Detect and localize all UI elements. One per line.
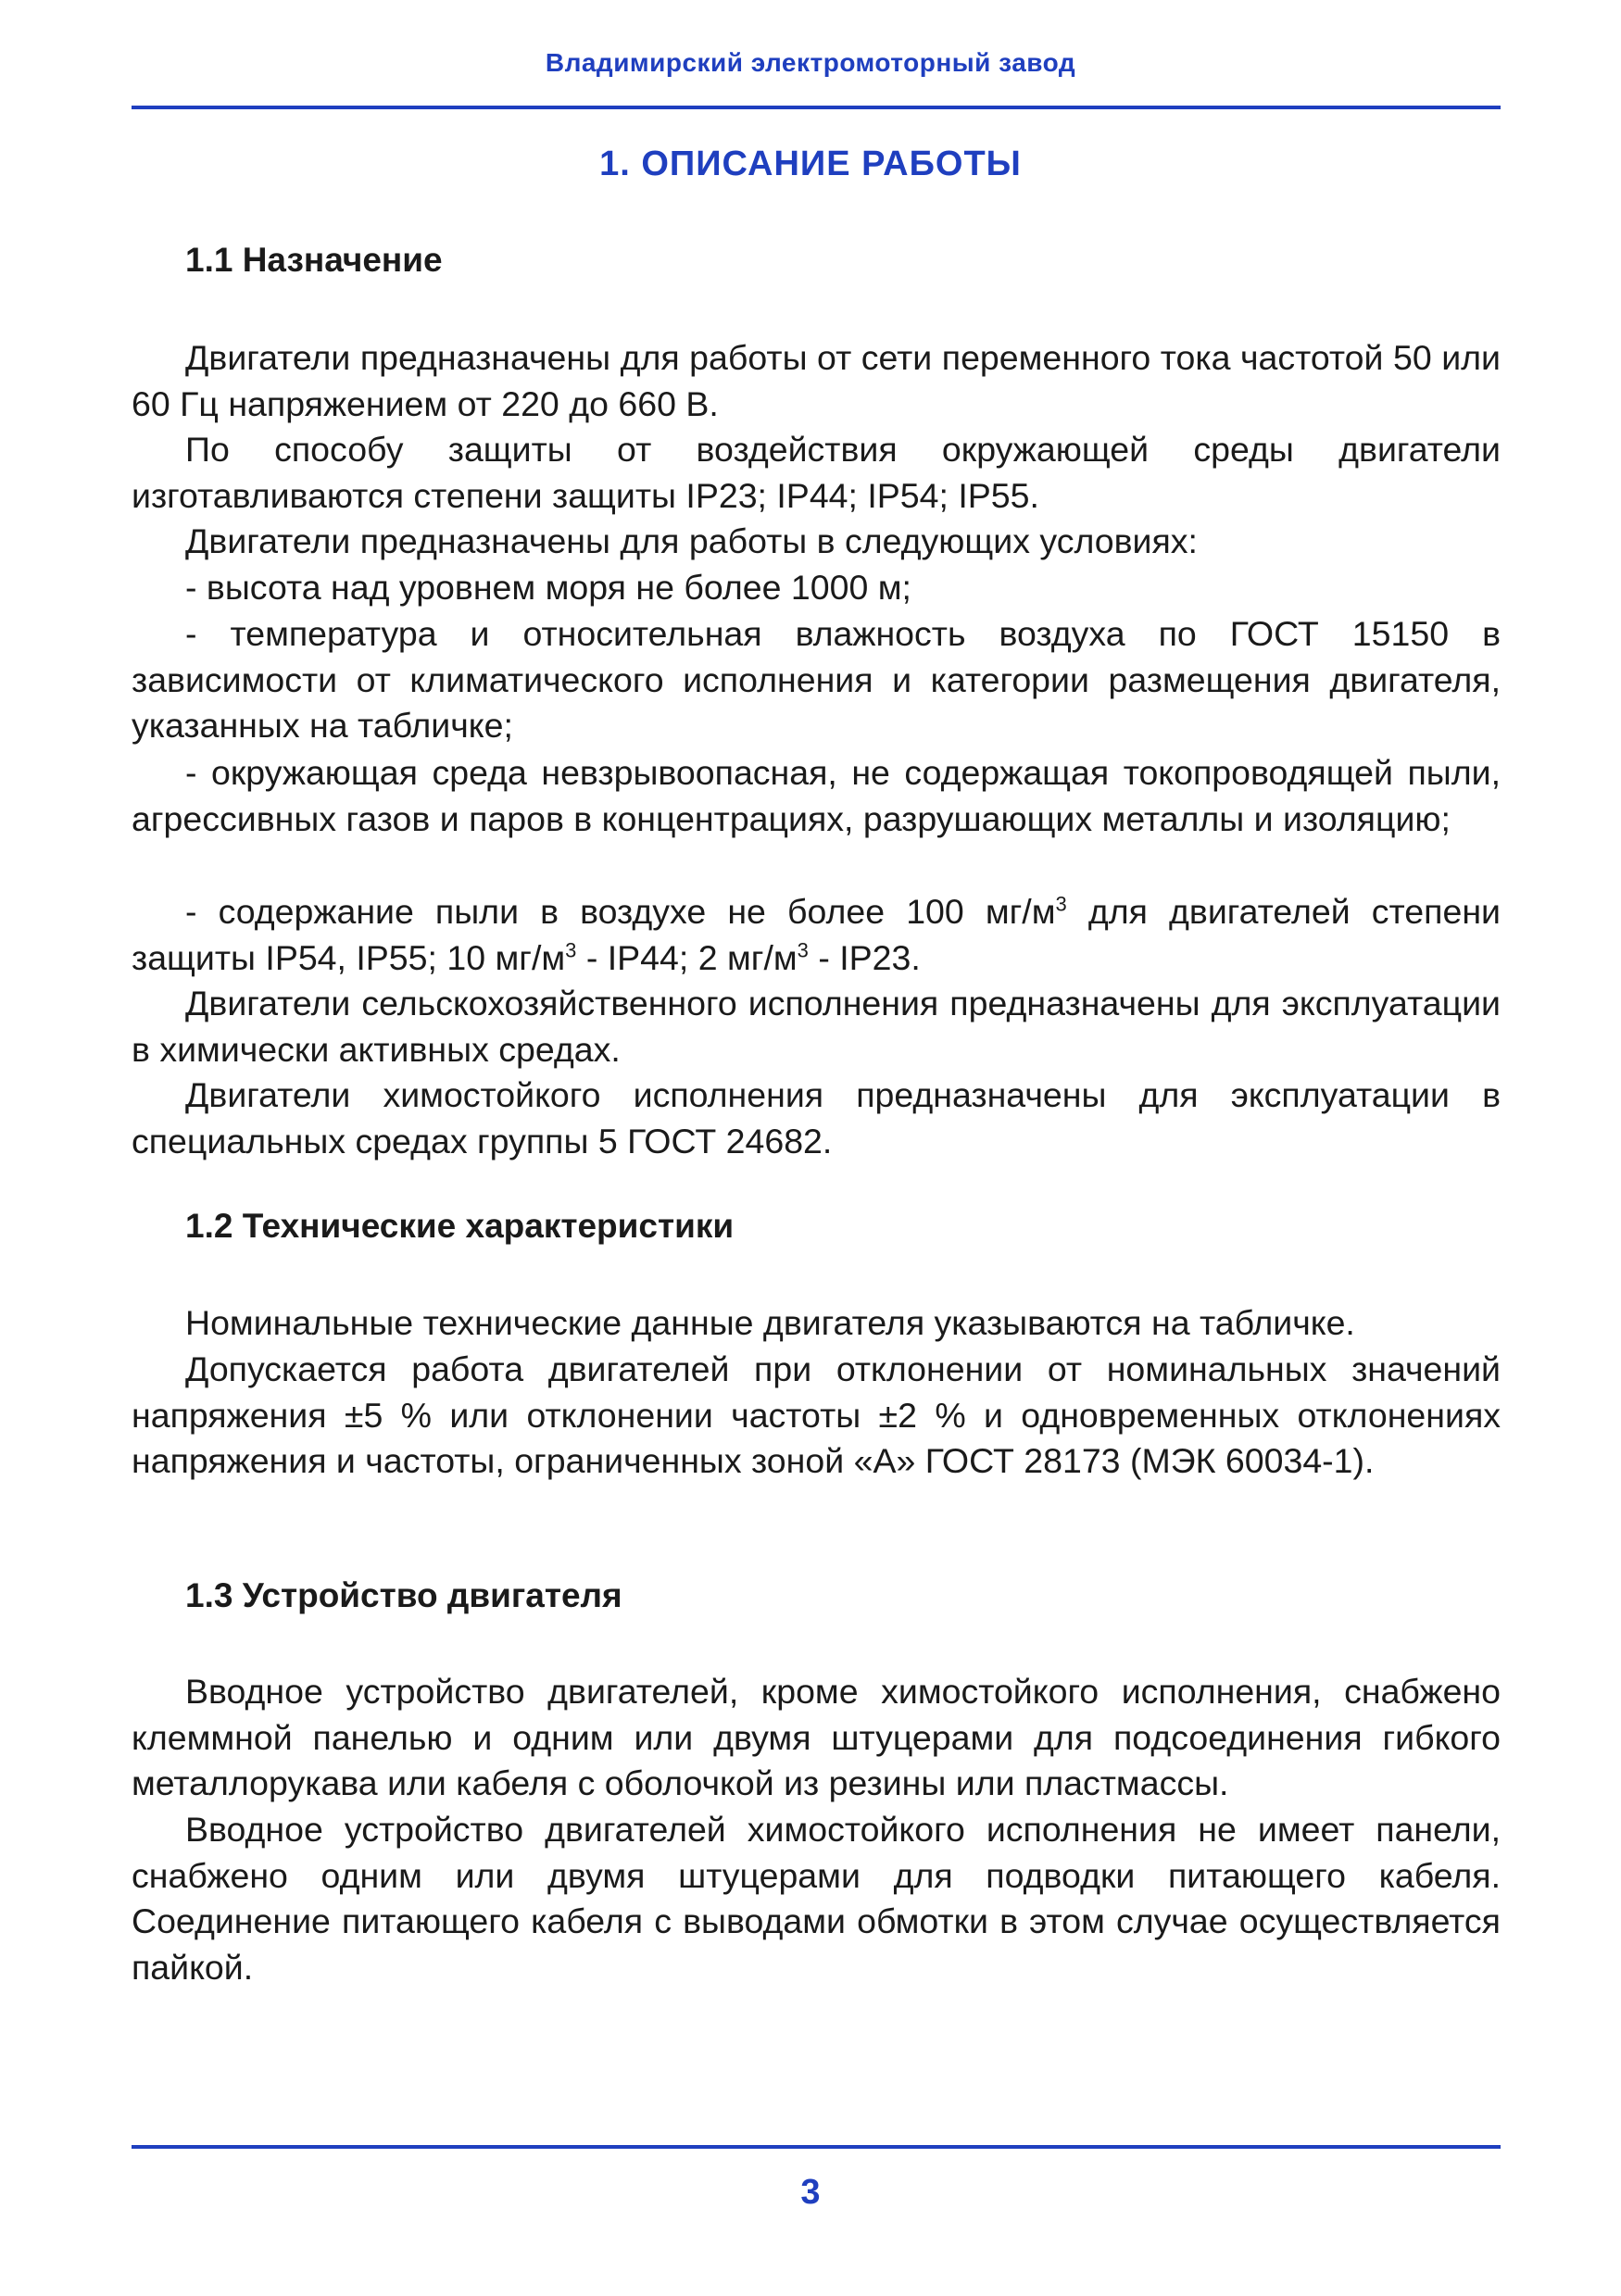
paragraph: Вводное устройство двигателей химостойкого исполнения не имеет панели, снабжено одним или двумя штуцерами для подводки питающего кабеля. Соединение питающего кабеля с выводами обмотки в этом случае осуществляется пайкой. bbox=[132, 1810, 1501, 1987]
section-title-1-2: 1.2 Технические характеристики bbox=[185, 1207, 735, 1245]
paragraph: Двигатели предназначены для работы от сети переменного тока частотой 50 или 60 Гц напряжением от 220 до 660 В. bbox=[132, 338, 1501, 423]
paragraph: Допускается работа двигателей при отклонении от номинальных значений напряжения ±5 % или отклонении частоты ±2 % и одновременных отклонениях напряжения и частоты, ограниченных зоной «А» ГОСТ 28173 (МЭК 60034-1). bbox=[132, 1349, 1501, 1480]
list-item: - содержание пыли в воздухе не более 100 $мг/м^3$ для двигателей степени защиты IP54, IP55; 10 $мг/м^3 - IP44$; 2 $мг/м^3 - IP23$. bbox=[132, 892, 1501, 977]
paragraph: Двигатели предназначены для работы в следующих условиях: bbox=[185, 521, 1198, 560]
page-header: Владимирский электромоторный завод bbox=[545, 48, 1076, 77]
chapter-title: 1. ОПИСАНИЕ РАБОТЫ bbox=[599, 144, 1022, 183]
page-number: 3 bbox=[800, 2173, 821, 2212]
paragraph: Двигатели химостойкого исполнения предназначены для эксплуатации в специальных средах группы 5 ГОСТ 24682. bbox=[132, 1075, 1501, 1161]
paragraph: Номинальные технические данные двигателя указываются на табличке. bbox=[185, 1303, 1355, 1342]
list-item: - высота над уровнем моря не более 1000 м; bbox=[185, 568, 911, 607]
paragraph: По способу защиты от воздействия окружающей среды двигатели изготавливаются степени защиты IP23; IP44; IP54; IP55. bbox=[132, 430, 1501, 515]
section-title-1-1: 1.1 Назначение bbox=[185, 241, 443, 279]
paragraph: Вводное устройство двигателей, кроме химостойкого исполнения, снабжено клеммной панелью и одним или двумя штуцерами для подсоединения гибкого металлорукава или кабеля с оболочкой из резины или пластмассы. bbox=[132, 1672, 1501, 1802]
footer-rule bbox=[132, 2145, 1501, 2149]
header-rule bbox=[132, 106, 1501, 109]
list-item: - температура и относительная влажность воздуха по ГОСТ 15150 в зависимости от климатического исполнения и категории размещения двигателя, указанных на табличке; bbox=[132, 614, 1501, 745]
section-title-1-3: 1.3 Устройство двигателя bbox=[185, 1576, 622, 1614]
paragraph: Двигатели сельскохозяйственного исполнения предназначены для эксплуатации в химически активных средах. bbox=[132, 984, 1501, 1069]
list-item: - окружающая среда невзрывоопасная, не содержащая токопроводящей пыли, агрессивных газов и паров в концентрациях, разрушающих металлы и изоляцию; bbox=[132, 753, 1501, 838]
